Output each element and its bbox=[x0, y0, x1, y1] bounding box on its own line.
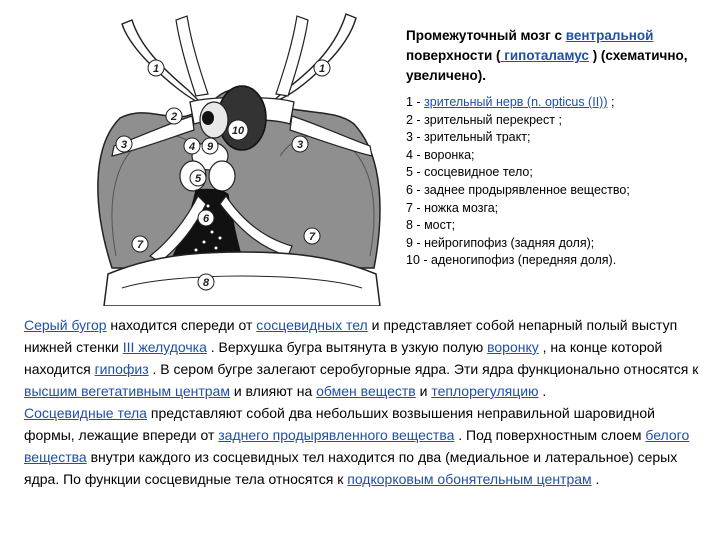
body-text bbox=[24, 314, 708, 490]
legend-item: 1 - зрительный нерв (n. opticus (II)) ; bbox=[406, 95, 615, 109]
label-3-left bbox=[116, 136, 132, 152]
label-10 bbox=[228, 120, 248, 140]
label-7-right bbox=[304, 228, 320, 244]
legend-item: 3 - зрительный тракт; bbox=[406, 130, 531, 145]
link-hypothalamus[interactable]: гипоталамус bbox=[500, 48, 589, 63]
link-soscevidnye-tela[interactable]: Сосцевидные тела bbox=[24, 405, 147, 421]
link-belogo-veshchestva[interactable]: белого вещества bbox=[24, 427, 690, 465]
legend-list bbox=[406, 94, 706, 270]
svg-text:8: 8 bbox=[202, 277, 210, 289]
label-5 bbox=[190, 170, 206, 186]
svg-text:1: 1 bbox=[318, 63, 326, 75]
link-ventral[interactable]: вентральной bbox=[565, 28, 654, 43]
link-obmen-veshchestv[interactable]: обмен веществ bbox=[316, 383, 416, 399]
link-seryi-bugor[interactable]: Серый бугор bbox=[24, 317, 107, 333]
diencephalon-illustration bbox=[92, 6, 392, 306]
legend-item: 10 - аденогипофиз (передняя доля). bbox=[406, 253, 617, 268]
link-zadnego-veshchestva[interactable]: заднего продырявленного вещества bbox=[218, 427, 455, 443]
label-1-right bbox=[314, 60, 330, 76]
legend-item: 6 - заднее продырявленное вещество; bbox=[406, 182, 630, 197]
link-vysshim-centram[interactable]: высшим вегетативным центрам bbox=[24, 383, 230, 399]
link-iii-ventricle[interactable]: III желудочка bbox=[122, 339, 207, 355]
link-teploregulyaciyu[interactable]: теплорегуляцию bbox=[431, 383, 539, 399]
label-1-left bbox=[148, 60, 164, 76]
svg-text:9: 9 bbox=[206, 141, 214, 153]
svg-text:2: 2 bbox=[170, 111, 178, 123]
link-gipofiz[interactable]: гипофиз bbox=[94, 361, 149, 377]
label-9 bbox=[202, 138, 218, 154]
label-7-left bbox=[132, 236, 148, 252]
mammillary-body-right bbox=[209, 161, 235, 191]
svg-text:7: 7 bbox=[136, 239, 144, 251]
infundibulum-dot bbox=[202, 111, 214, 125]
label-8 bbox=[198, 274, 214, 290]
caption-title: Промежуточный мозг с вентральной поверхности ( гипоталамус ) (схематично, увеличено). bbox=[406, 28, 688, 83]
paragraph-mammillary-bodies: Сосцевидные тела представляют собой два небольших возвышения неправильной шаровидной формы, лежащие впереди от заднего продырявленного вещества . Под поверхностным слоем белого вещества внутри каждого из сосцевидных тел находится по два (медиальное и латеральное) серых ядра. По функции сосцевидные тела относятся к подкорковым обонятельным центрам . bbox=[24, 405, 690, 487]
legend-item: 9 - нейрогипофиз (задняя доля); bbox=[406, 235, 595, 250]
legend-item: 5 - сосцевидное тело; bbox=[406, 165, 533, 180]
svg-text:4: 4 bbox=[188, 141, 196, 153]
link-optic-nerve[interactable]: зрительный нерв (n. opticus (II)) bbox=[424, 95, 608, 109]
legend-item: 8 - мост; bbox=[406, 218, 456, 233]
label-3-right bbox=[292, 136, 308, 152]
link-voronku[interactable]: воронку bbox=[487, 339, 539, 355]
legend-item: 2 - зрительный перекрест ; bbox=[406, 112, 562, 127]
legend-item: 4 - воронка; bbox=[406, 147, 475, 162]
figure-caption bbox=[406, 26, 706, 270]
label-6 bbox=[198, 210, 214, 226]
svg-text:3: 3 bbox=[120, 139, 128, 151]
svg-text:10: 10 bbox=[231, 125, 245, 137]
paragraph-tuber-cinereum: Серый бугор находится спереди от сосцевидных тел и представляет собой непарный полый выступ нижней стенки III желудочка . Верхушка бугра вытянута в узкую полую воронку , на конце которой находится гипофиз . В сером бугре залегают серобугорные ядра. Эти ядра функционально относятся к высшим вегетативным центрам и влияют на обмен веществ и теплорегуляцию . bbox=[24, 317, 699, 399]
link-soscevidnyh-tel[interactable]: сосцевидных тел bbox=[256, 317, 368, 333]
svg-text:5: 5 bbox=[194, 173, 202, 185]
diencephalon-figure bbox=[92, 6, 392, 306]
label-2 bbox=[166, 108, 182, 124]
legend-item: 7 - ножка мозга; bbox=[406, 200, 499, 215]
label-4 bbox=[184, 138, 200, 154]
link-podkorkovym-centram[interactable]: подкорковым обонятельным центрам bbox=[347, 471, 592, 487]
svg-text:6: 6 bbox=[202, 213, 210, 225]
svg-text:1: 1 bbox=[152, 63, 160, 75]
svg-text:7: 7 bbox=[308, 231, 316, 243]
svg-text:3: 3 bbox=[296, 139, 304, 151]
